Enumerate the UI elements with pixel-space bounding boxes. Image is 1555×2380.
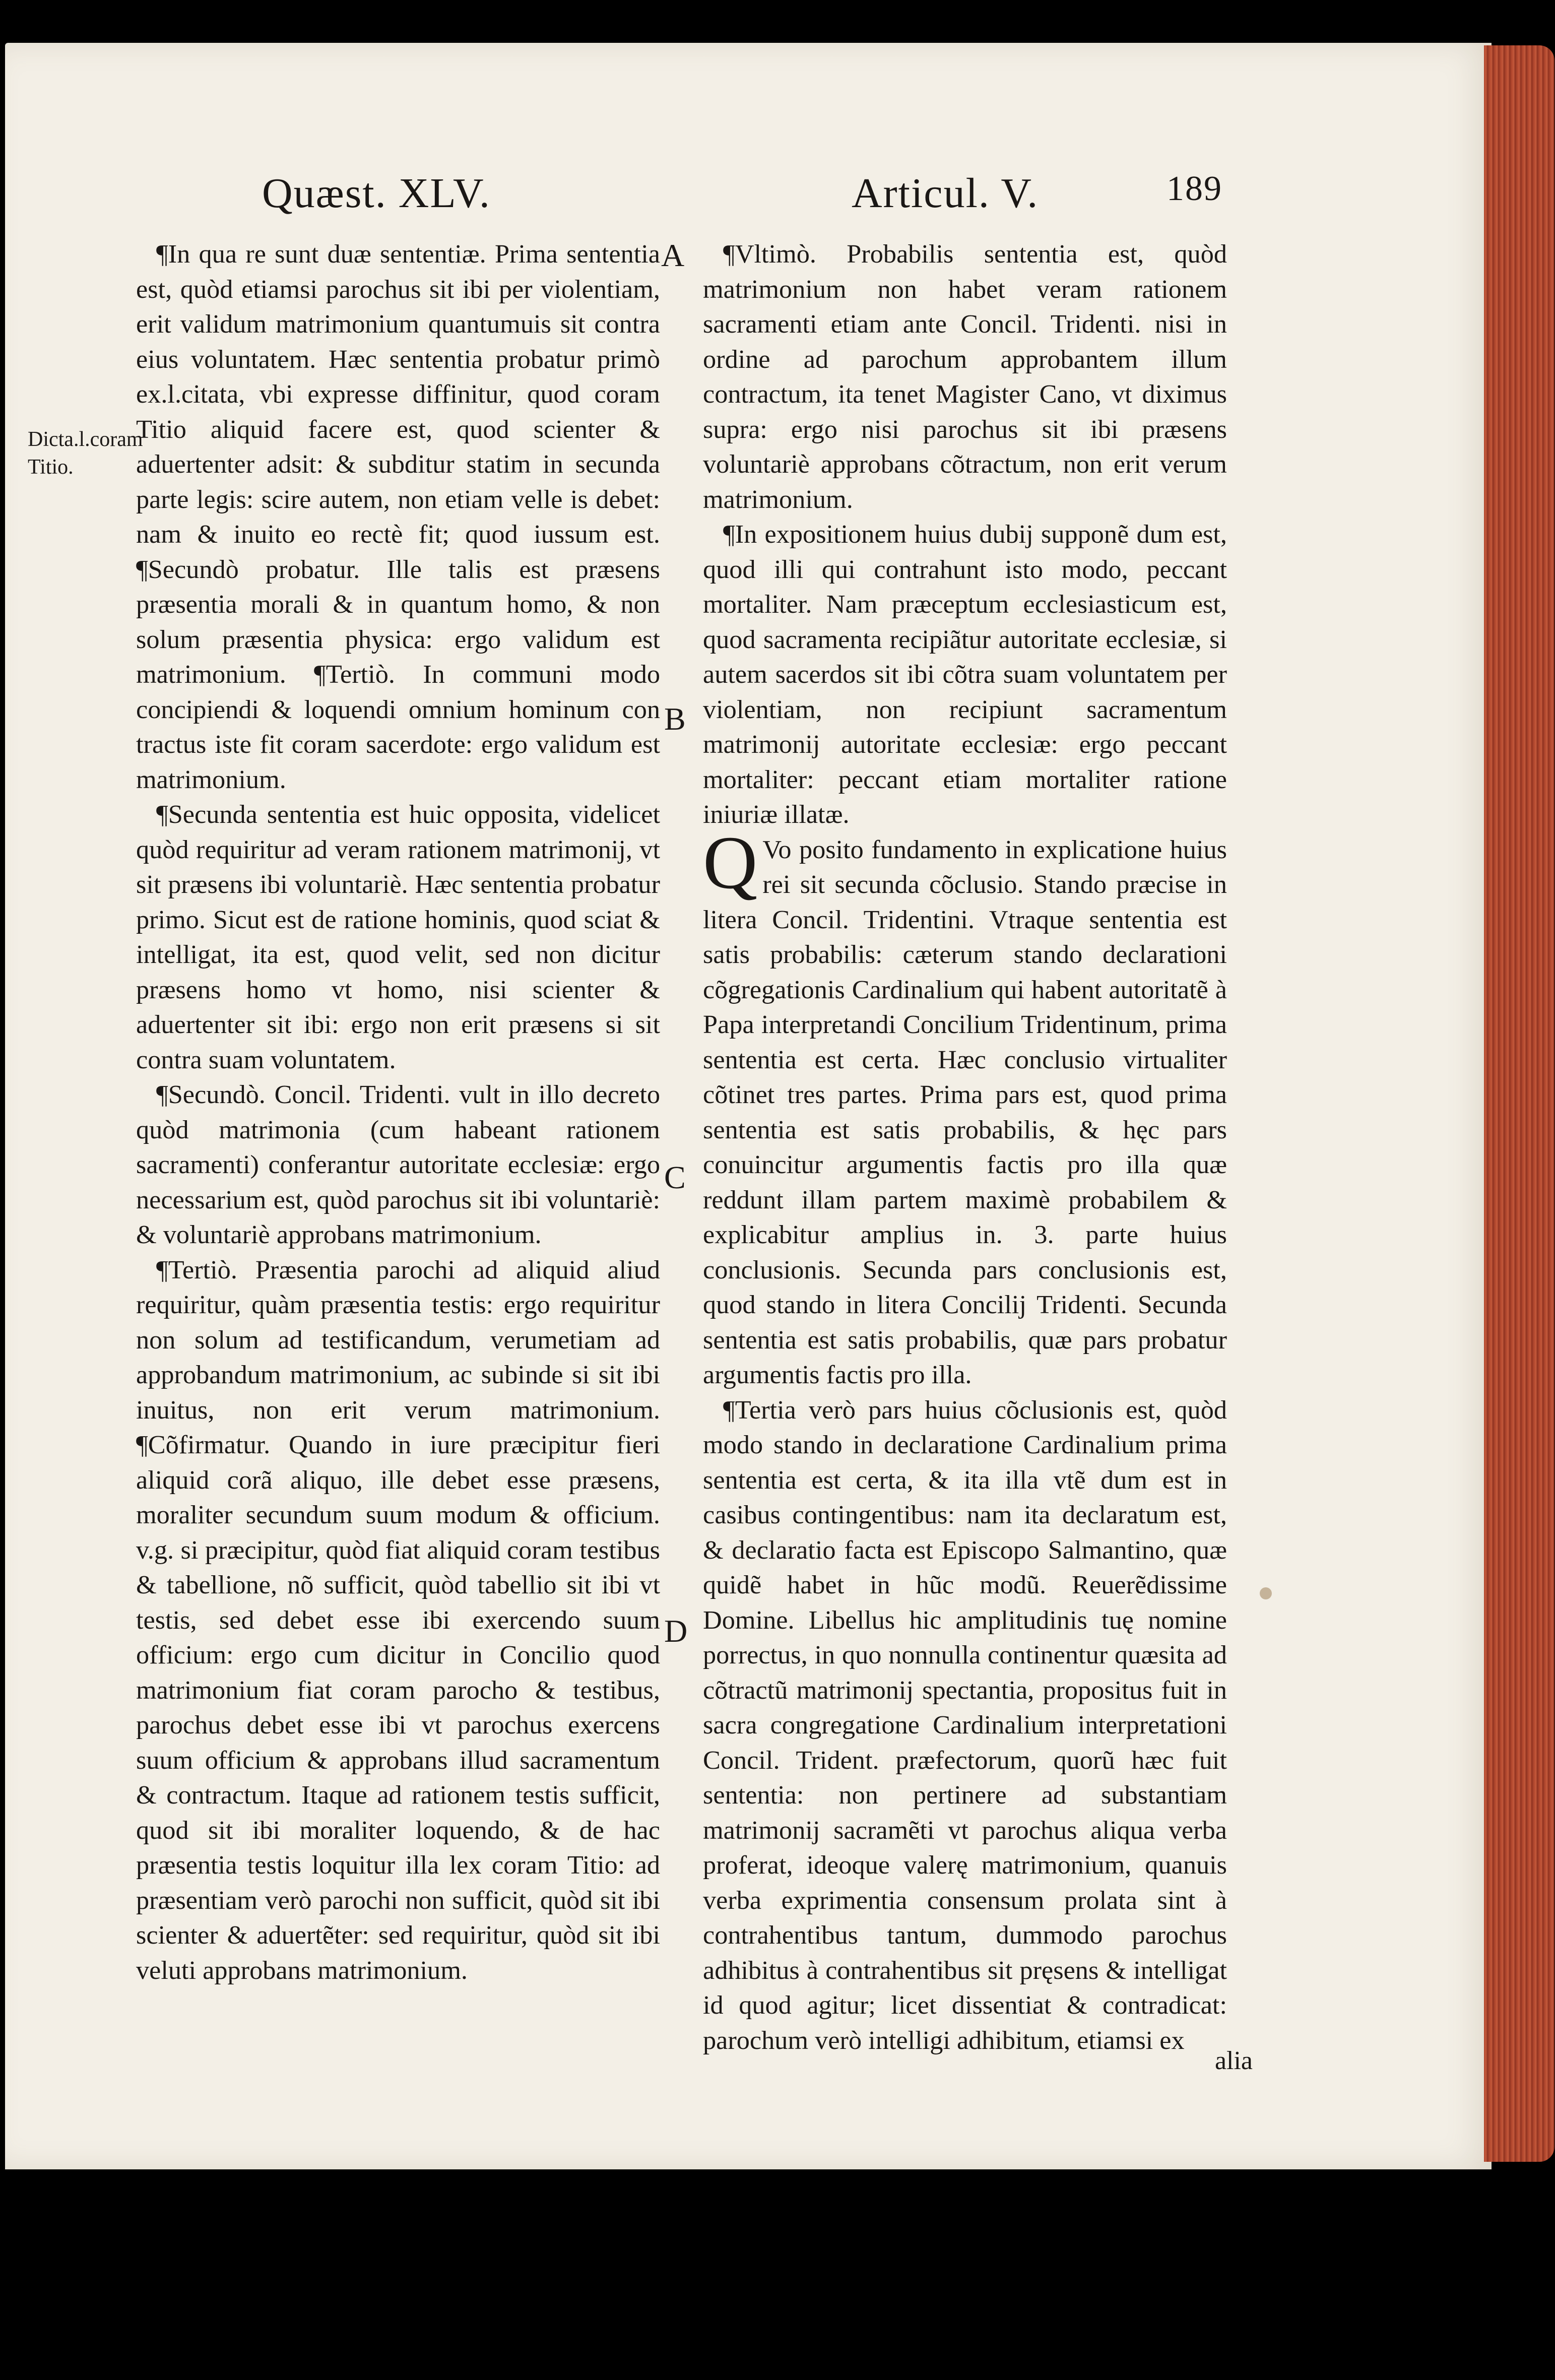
right-paragraph-2: ¶In expositionem huius dubij supponẽ dum est, quod illi qui contrahunt isto modo, peccant mortaliter. Nam præceptum ecclesiasticum est, quod sacramenta recipiãtur autoritate ecclesiæ, si autem sacerdos sit ibi cõtra suam voluntatem per violentiam, non recipiunt sacramentum matrimonij autoritate ecclesiæ: ergo peccant mortaliter: peccant etiam mortaliter ratione iniuriæ illatæ. [703,520,1227,829]
right-paragraph-1: ¶Vltimò. Probabilis sententia est, quòd matrimonium non habet veram rationem sacramenti etiam ante Concil. Tridenti. nisi in ordine ad parochum approbantem illum contractum, ita tenet Magister Cano, vt diximus supra: ergo nisi parochus sit ibi præsens voluntariè approbans cõtractum, non erit verum matrimonium. [703,239,1227,514]
section-letter-d: D [664,1613,688,1649]
folio-number: 189 [1167,169,1222,208]
left-paragraph-4: ¶Tertiò. Præsentia parochi ad aliquid aliud requiritur, quàm præsentia testis: ergo requiritur non solum ad testificandum, verumetiam ad approbandum matrimonium, ac subinde si sit ibi inuitus, non erit verum matrimonium. ¶Cõfirmatur. Quando in iure præcipitur fieri aliquid corã aliquo, ille debet esse præsens, moraliter secundum suum modum & officium. v.g. si præcipitur, quòd fiat aliquid coram testibus & tabellione, nõ sufficit, quòd tabellio sit ibi vt testis, sed debet esse ibi exercendo suum officium: ergo cum dicitur in Concilio quod matrimonium fiat coram parocho & testibus, parochus debet esse ibi vt parochus exercens suum officium & approbans illud sacramentum & contractum. Itaque ad rationem testis sufficit, quod sit ibi moraliter loquendo, & de hac præsentia testis loquitur illa lex coram Titio: ad præsentiam verò parochi non sufficit, quòd sit ibi scienter & aduertẽter: sed requiritur, quòd sit ibi veluti approbans matrimonium. [136,1255,660,1985]
right-paragraph-4: ¶Tertia verò pars huius cõclusionis est, quòd modo stando in declaratione Cardinalium prima sententia est certa, & ita illa vtẽ dum est in casibus contingentibus: nam ita declaratum est, & declaratio facta est Episcopo Salmantino, quæ quidẽ habet in hũc modũ. Reuerẽdissime Domine. Libellus hic amplitudinis tuę nomine porrectus, in quo nonnulla continentur quæsita ad cõtractũ matrimonij spectantia, propositus fuit in sacra congregatione Cardinalium interpretationi Concil. Trident. præfectorum, quorũ hæc fuit sententia: non pertinere ad substantiam matrimonij sacramẽti vt parochus aliqua verba proferat, ideoque valerę matrimonium, quanuis verba exprimentia consensum prolata sint à contrahentibus tantum, dummodo parochus adhibitus à contrahentibus sit pręsens & intelligat id quod agitur; licet dissentiat & contradicat: parochum verò intelligi adhibitum, etiamsi ex [703,1395,1227,2055]
left-paragraph-1: ¶In qua re sunt duæ sententiæ. Prima sententia est, quòd etiamsi parochus sit ibi per violentiam, erit validum matrimonium quantumuis sit contra eius voluntatem. Hæc sententia probatur primò ex.l.citata, vbi expresse diffinitur, quod coram Titio aliquid facere est, quod scienter & aduertenter adsit: & subditur statim in secunda parte legis: scire autem, non etiam velle is debet: nam & inuito eo rectè fit; quod iussum est. ¶Secundò probatur. Ille talis est præsens præsentia morali & in quantum homo, & non solum præsentia physica: ergo validum est matrimonium. ¶Tertiò. In communi modo concipiendi & loquendi omnium hominum con tractus iste fit coram sacerdote: ergo validum est matrimonium. [136,239,660,794]
section-letter-a: A [661,237,685,273]
paper-stain [1260,1587,1272,1599]
catchword: alia [1214,2046,1253,2075]
right-paragraph-3 [703,820,1227,1393]
page-edge [1484,45,1554,2162]
right-paragraph-3-text: Vo posito fundamento in explicatione huius rei sit secunda cõclusio. Stando præcise in litera Concil. Tridentini. Vtraque sententia est satis probabilis: cæterum stando declarationi cõgregationis Cardinalium qui habent autoritatẽ à Papa interpretandi Concilium Tridentinum, prima sententia est certa. Hæc conclusio virtualiter cõtinet tres partes. Prima pars est, quod prima sententia est satis probabilis, & hęc pars conuincitur argumentis factis pro illa quæ reddunt illam partem maximè probabilem & explicabitur amplius in. 3. parte huius conclusionis. Secunda pars conclusionis est, quod stando in litera Concilij Tridenti. Secunda sententia est satis probabilis, quæ pars probatur argumentis factis pro illa. [703,834,1227,1389]
left-paragraph-3: ¶Secundò. Concil. Tridenti. vult in illo decreto quòd matrimonia (cum habeant rationem sacramenti) conferantur autoritate ecclesiæ: ergo necessarium est, quòd parochus sit ibi voluntariè: & voluntariè approbans matrimonium. [136,1080,660,1249]
section-letter-c: C [664,1160,686,1195]
running-head-left: Quæst. XLV. [262,170,491,217]
right-column [703,237,1227,2058]
left-column [136,237,660,1988]
margin-note: Dicta.l.coram Titio. [28,428,143,479]
section-letter-b: B [664,701,686,737]
drop-cap: Q [703,820,758,905]
running-head-center: Articul. V. [852,170,1039,217]
left-paragraph-2: ¶Secunda sententia est huic opposita, videlicet quòd requiritur ad veram rationem matrimonij, vt sit præsens ibi voluntariè. Hæc sententia probatur primo. Sicut est de ratione hominis, quod sciat & intelligat, ita est, quod velit, sed non dicitur præsens homo vt homo, nisi scienter & aduertenter sit ibi: ergo non erit præsens si sit contra suam voluntatem. [136,800,660,1074]
